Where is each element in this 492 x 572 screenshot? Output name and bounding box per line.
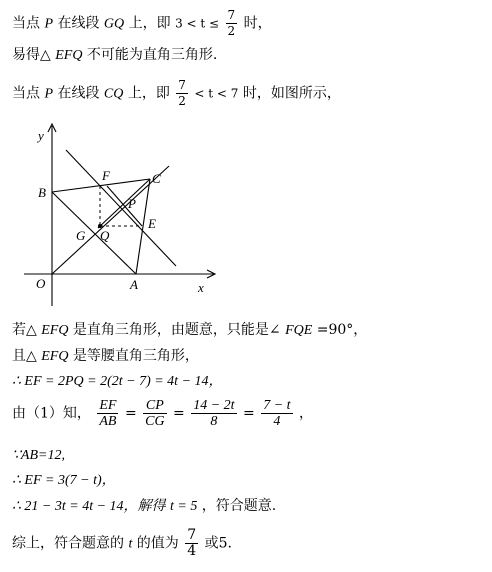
label-a: A xyxy=(130,277,138,292)
segment-cg xyxy=(98,179,150,228)
text: 是等腰直角三角形， xyxy=(72,348,199,364)
solution: t = 5 xyxy=(169,499,198,514)
equation: ∴ 21 − 3t = 4t − 14，解得 xyxy=(12,499,166,514)
text-line-5 xyxy=(12,347,199,366)
denominator: 4 xyxy=(187,543,197,559)
label-b: B xyxy=(38,185,46,200)
segment-bc xyxy=(52,179,150,192)
label-q: Q xyxy=(100,228,110,243)
text: 在线段 xyxy=(57,85,100,102)
triangle-efq: EFQ xyxy=(41,349,69,364)
var-p: P xyxy=(44,86,54,102)
text-line-8: ∵AB=12, xyxy=(12,448,65,463)
fraction-7-2 xyxy=(176,78,188,109)
text: 若△ xyxy=(12,322,37,338)
text: 当点 xyxy=(12,85,40,102)
denominator: CG xyxy=(145,414,165,429)
inequality: 3 < t ≤ xyxy=(175,16,220,31)
fraction-cp-cg xyxy=(143,398,166,429)
label-c: C xyxy=(152,171,161,186)
text: 的值为 xyxy=(136,535,179,552)
numerator: 14 − 2t xyxy=(193,398,235,413)
numerator: 7 xyxy=(227,8,236,22)
text: 由（1）知， xyxy=(12,405,91,422)
label-e: E xyxy=(148,216,156,231)
segment-gq: GQ xyxy=(103,16,125,32)
text-line-2 xyxy=(12,46,217,65)
text: 综上，符合题意的 xyxy=(12,535,124,552)
denominator: 8 xyxy=(210,414,218,429)
denominator: 4 xyxy=(273,414,281,429)
text: ，符合题意. xyxy=(201,498,277,514)
fraction-ef-ab xyxy=(97,398,118,429)
numerator: 7 xyxy=(187,527,197,543)
equals: = xyxy=(243,405,255,422)
text: 不可能为直角三角形. xyxy=(86,47,218,63)
text: 在线段 xyxy=(57,15,100,32)
text-line-4 xyxy=(12,321,367,340)
label-f: F xyxy=(102,168,110,183)
fraction-14-2t-8 xyxy=(191,398,236,429)
text-line-6: ∴ EF = 2PQ = 2(2t − 7) = 4t − 14， xyxy=(12,374,223,389)
equals: = xyxy=(173,405,185,422)
denominator: 2 xyxy=(178,94,186,108)
var-p: P xyxy=(44,16,54,32)
numerator: EF xyxy=(99,398,117,413)
text: =90°， xyxy=(316,322,368,338)
inequality: < t < 7 xyxy=(194,86,239,101)
triangle-efq: EFQ xyxy=(41,323,69,338)
triangle-efq: EFQ xyxy=(55,48,83,63)
numerator: CP xyxy=(143,398,166,414)
text-line-9: ∴ EF = 3(7 − t)， xyxy=(12,473,116,488)
label-g: G xyxy=(76,228,86,243)
text-line-3 xyxy=(12,78,341,109)
fraction-7-t-4 xyxy=(261,398,292,429)
geometry-figure xyxy=(24,118,234,308)
text: 是直角三角形，由题意，只能是∠ xyxy=(72,322,281,338)
text-line-10 xyxy=(12,497,276,516)
text-line-11 xyxy=(12,528,232,559)
label-p: P xyxy=(128,196,136,211)
text: 且△ xyxy=(12,348,37,364)
text: 时， xyxy=(243,15,272,32)
numerator: 7 − t xyxy=(263,398,291,413)
text: 上，即 xyxy=(127,85,170,102)
angle-fqe: FQE xyxy=(285,323,313,338)
numerator: 7 xyxy=(178,78,186,92)
text-line-1 xyxy=(12,8,272,39)
denominator: 2 xyxy=(227,24,236,38)
text: 或5. xyxy=(204,535,232,552)
text: ， xyxy=(299,405,313,422)
equals: = xyxy=(124,405,137,422)
segment-cq: CQ xyxy=(103,86,124,102)
label-y: y xyxy=(38,128,44,143)
text: 当点 xyxy=(12,15,40,32)
fraction-7-4 xyxy=(185,528,198,559)
line-through-a xyxy=(66,150,176,266)
text: 时，如图所示， xyxy=(242,85,341,102)
text-line-7 xyxy=(12,398,313,429)
text: 易得△ xyxy=(12,47,51,63)
fraction-7-2 xyxy=(226,8,238,39)
var-t: t xyxy=(128,536,133,552)
denominator: AB xyxy=(99,414,117,429)
label-x: x xyxy=(198,280,204,295)
text: 上，即 xyxy=(128,15,171,32)
label-o: O xyxy=(36,276,46,291)
